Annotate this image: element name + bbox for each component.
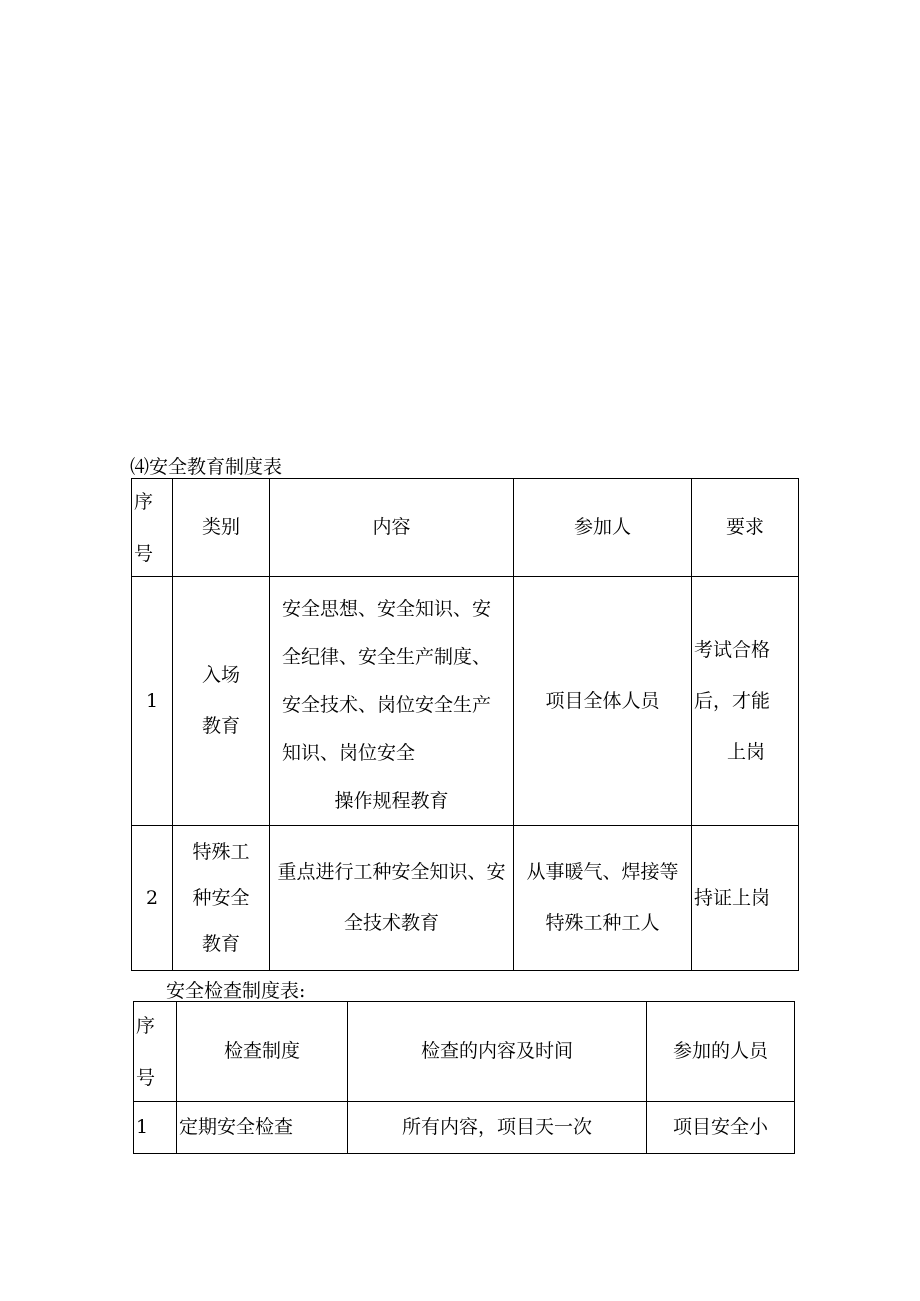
row-participants: 项目全体人员 xyxy=(514,577,692,826)
table2-caption: 安全检查制度表: xyxy=(166,980,306,1002)
header-seq: 序 号 xyxy=(134,1002,177,1102)
header-category: 类别 xyxy=(173,479,270,577)
table-row xyxy=(134,1102,795,1154)
row-seq: 1 xyxy=(132,577,173,826)
row-content: 重点进行工种安全知识、安 全技术教育 xyxy=(270,826,514,971)
table-header-row xyxy=(132,479,799,577)
table-header-row xyxy=(134,1002,795,1102)
row-personnel: 项目安全小 xyxy=(647,1102,795,1154)
table1-caption: ⑷安全教育制度表 xyxy=(130,456,283,478)
row-content: 安全思想、安全知识、安 全纪律、安全生产制度、 安全技术、岗位安全生产 知识、岗位安全 操作规程教育 xyxy=(270,577,514,826)
row-seq: 1 xyxy=(134,1102,177,1154)
row-content-time: 所有内容，项目天一次 xyxy=(348,1102,647,1154)
header-seq: 序 号 xyxy=(132,479,173,577)
safety-education-table xyxy=(131,478,799,971)
row-seq: 2 xyxy=(132,826,173,971)
row-participants: 从事暖气、焊接等 特殊工种工人 xyxy=(514,826,692,971)
header-system: 检查制度 xyxy=(177,1002,348,1102)
header-personnel: 参加的人员 xyxy=(647,1002,795,1102)
row-category: 特殊工 种安全 教育 xyxy=(173,826,270,971)
row-category: 入场 教育 xyxy=(173,577,270,826)
safety-inspection-table xyxy=(133,1001,795,1154)
table-row xyxy=(132,826,799,971)
row-system: 定期安全检查 xyxy=(177,1102,348,1154)
header-content-time: 检查的内容及时间 xyxy=(348,1002,647,1102)
header-requirement: 要求 xyxy=(692,479,799,577)
row-requirement: 考试合格 后，才能 上岗 xyxy=(692,577,799,826)
header-participants: 参加人 xyxy=(514,479,692,577)
table-row xyxy=(132,577,799,826)
row-requirement: 持证上岗 xyxy=(692,826,799,971)
header-content: 内容 xyxy=(270,479,514,577)
